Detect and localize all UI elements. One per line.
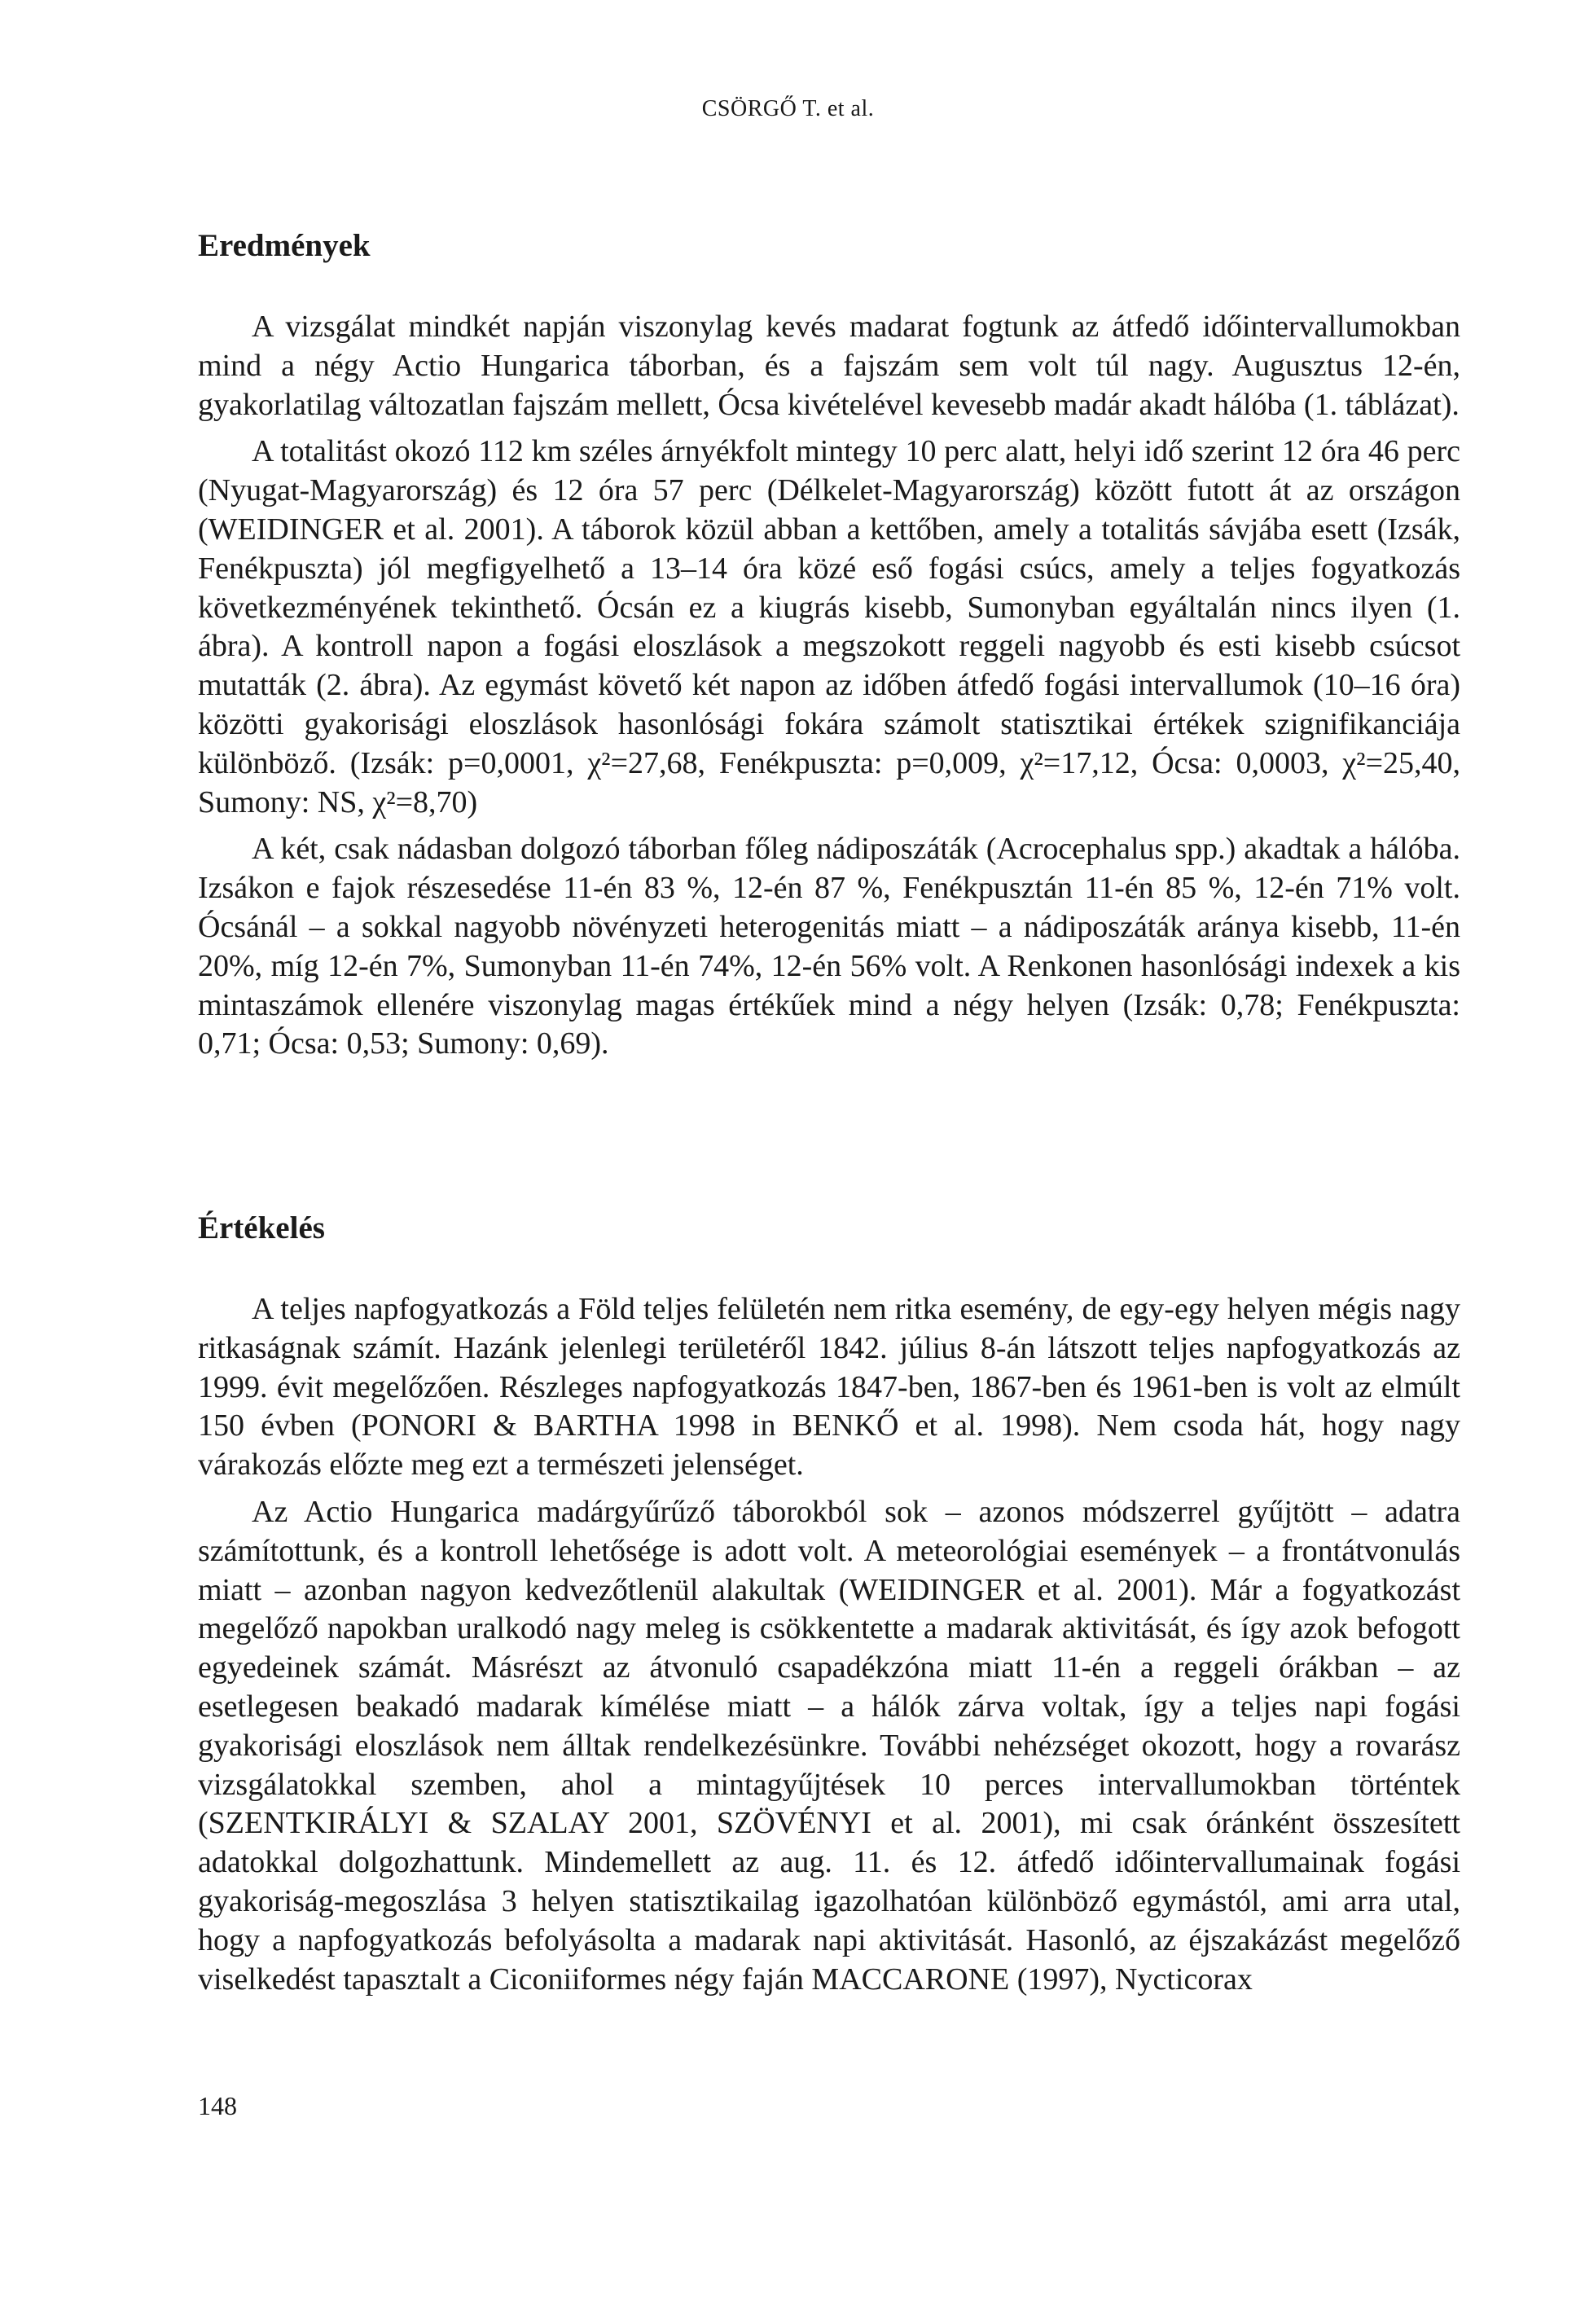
section-body <box>198 1290 1460 1999</box>
section-eredmenyek <box>198 226 1460 1061</box>
section-body <box>198 308 1460 1064</box>
section-title: Eredmények <box>198 228 371 263</box>
paragraph: Az Actio Hungarica madárgyűrűző táborokból sok – azonos módszerrel gyűjtött – adatra számítottunk, és a kontroll lehetősége is adott volt. A meteorológiai események – a frontátvonulás miatt – azonban nagyon kedvezőtlenül alakultak (WEIDINGER et al. 2001). Már a fogyatkozást megelőző napokban uralkodó nagy meleg is csökkentette a madarak aktivitását, és így azok befogott egyedeinek számát. Másrészt az átvonuló csapadékzóna miatt 11-én a reggeli órákban – az esetlegesen beakadó madarak kímélése miatt – a hálók zárva voltak, így a teljes napi fogási gyakorisági eloszlások nem álltak rendelkezésünkre. További nehézséget okozott, hogy a rovarász vizsgálatokkal szemben, ahol a mintagyűjtések 10 perces intervallumokban történtek (SZENTKIRÁLYI & SZALAY 2001, SZÖVÉNYI et al. 2001), mi csak óránként összesített adatokkal dolgozhattunk. Mindemellett az aug. 11. és 12. átfedő időintervallumainak fogási gyakoriság-megoszlása 3 helyen statisztikailag igazolhatóan különböző egymástól, ami arra utal, hogy a napfogyatkozás befolyásolta a madarak napi aktivitását. Hasonló, az éjszakázást megelőző viselkedést tapasztalt a Ciconiiformes négy faján MACCARONE (1997), Nycticorax <box>198 1494 1460 1997</box>
running-head: CSÖRGŐ T. et al. <box>701 96 875 121</box>
paragraph: A teljes napfogyatkozás a Föld teljes felületén nem ritka esemény, de egy-egy helyen mégis nagy ritkaságnak számít. Hazánk jelenlegi területéről 1842. július 8-án látszott teljes napfogyatkozás az 1999. évit megelőzően. Részleges napfogyatkozás 1847-ben, 1867-ben és 1961-ben is volt az elmúlt 150 évben (PONORI & BARTHA 1998 in BENKŐ et al. 1998). Nem csoda hát, hogy nagy várakozás előzte meg ezt a természeti jelenséget. <box>198 1292 1460 1483</box>
section-ertekeles <box>198 1209 1460 1997</box>
page-number: 148 <box>198 2091 237 2120</box>
section-title: Értékelés <box>198 1210 325 1245</box>
paragraph: A két, csak nádasban dolgozó táborban főleg nádiposzáták (Acrocephalus spp.) akadtak a hálóba. Izsákon e fajok részesedése 11-én 83 %, 12-én 87 %, Fenékpusztán 11-én 85 %, 12-én 71% volt. Ócsánál – a sokkal nagyobb növényzeti heterogenitás miatt – a nádiposzáták aránya kisebb, 11-én 20%, míg 12-én 7%, Sumonyban 11-én 74%, 12-én 56% volt. A Renkonen hasonlósági indexek a kis mintaszámok ellenére viszonylag magas értékűek mind a négy helyen (Izsák: 0,78; Fenékpuszta: 0,71; Ócsa: 0,53; Sumony: 0,69). <box>198 832 1460 1061</box>
paragraph: A totalitást okozó 112 km széles árnyékfolt mintegy 10 perc alatt, helyi idő szerint 12 óra 46 perc (Nyugat-Magyarország) és 12 óra 57 perc (Délkelet-Magyarország) között futott át az országon (WEIDINGER et al. 2001). A táborok közül abban a kettőben, amely a totalitás sávjába esett (Izsák, Fenékpuszta) jól megfigyelhető a 13–14 óra közé eső fogási csúcs, amely a teljes fogyatkozás következményének tekinthető. Ócsán ez a kiugrás kisebb, Sumonyban egyáltalán nincs ilyen (1. ábra). A kontroll napon a fogási eloszlások a megszokott reggeli nagyobb és esti kisebb csúcsot mutatták (2. ábra). Az egymást követő két napon az időben átfedő fogási intervallumok (10–16 óra) közötti gyakorisági eloszlások hasonlósági fokára számolt statisztikai értékek szignifikanciája különböző. (Izsák: p=0,0001, χ²=27,68, Fenékpuszta: p=0,009, χ²=17,12, Ócsa: 0,0003, χ²=25,40, Sumony: NS, χ²=8,70) <box>198 434 1460 819</box>
paragraph: A vizsgálat mindkét napján viszonylag kevés madarat fogtunk az átfedő időintervallumokban mind a négy Actio Hungarica táborban, és a fajszám sem volt túl nagy. Augusztus 12-én, gyakorlatilag változatlan fajszám mellett, Ócsa kivételével kevesebb madár akadt hálóba (1. táblázat). <box>198 310 1460 422</box>
